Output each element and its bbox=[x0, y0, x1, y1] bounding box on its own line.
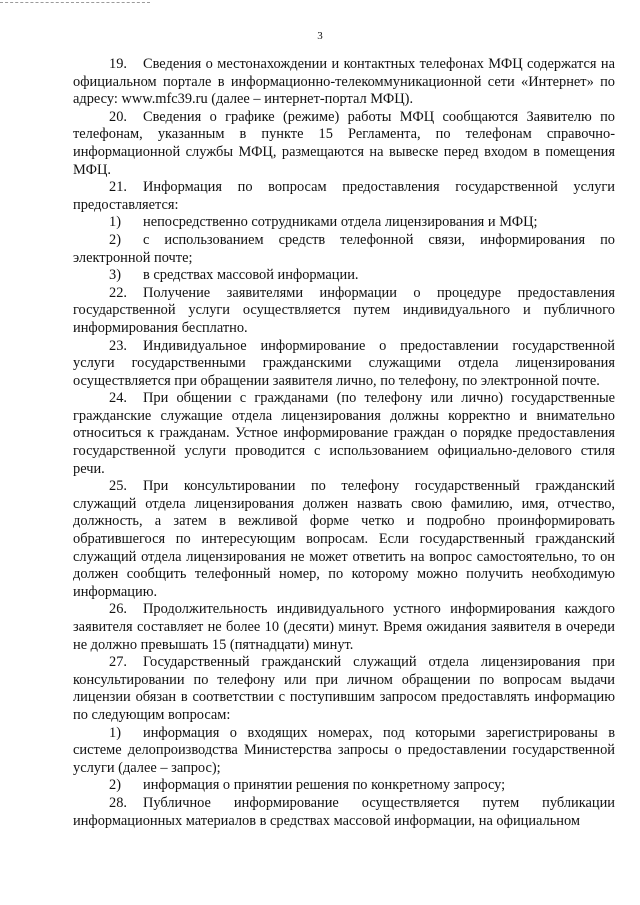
paragraph-number: 24. bbox=[109, 390, 127, 407]
paragraph-21 bbox=[73, 179, 615, 214]
paragraph-number: 25. bbox=[109, 478, 127, 495]
paragraph-text: При общении с гражданами (по телефону или лично) государственные гражданские служащие отдела лицензирования должны корректно и внимательно относиться к гражданам. Устное информирование граждан о порядке предоставления государственной услуги проводится с использованием официально-делового стиля речи. bbox=[73, 390, 615, 477]
paragraph-number: 21. bbox=[109, 179, 127, 196]
paragraph-text: Сведения о местонахождении и контактных телефонах МФЦ содержатся на официальном портале в информационно-телекоммуникационной сети «Интернет» по адресу: www.mfc39.ru (далее – интернет-портал МФЦ). bbox=[73, 56, 615, 108]
paragraph-24 bbox=[73, 390, 615, 478]
list-item-number: 2) bbox=[109, 777, 121, 794]
list-item-text: непосредственно сотрудниками отдела лицензирования и МФЦ; bbox=[143, 214, 538, 231]
paragraph-20 bbox=[73, 109, 615, 179]
paragraph-number: 27. bbox=[109, 654, 127, 671]
paragraph-text: Государственный гражданский служащий отдела лицензирования при консультировании по телефону или при личном обращении по вопросам выдачи лицензии обязан в соответствии с поступившим запросом предоставлять информацию по следующим вопросам: bbox=[73, 654, 615, 723]
paragraph-number: 20. bbox=[109, 108, 127, 125]
list-item-text: в средствах массовой информации. bbox=[143, 267, 359, 284]
list-item-number: 1) bbox=[109, 724, 121, 741]
list-item-number: 1) bbox=[109, 214, 121, 231]
page-number: 3 bbox=[317, 30, 323, 42]
paragraph-text: Сведения о графике (режиме) работы МФЦ сообщаются Заявителю по телефонам, указанным в пункте 15 Регламента, по телефонам справочно-информационной службы МФЦ, размещаются на вывеске перед входом в помещения МФЦ. bbox=[73, 108, 615, 178]
list-item-21-2 bbox=[73, 232, 615, 267]
list-item-27-2 bbox=[73, 777, 615, 795]
list-item-number: 3) bbox=[109, 267, 121, 284]
paragraph-text: Публичное информирование осуществляется путем публикации информационных материалов в средствах массовой информации, на официальном bbox=[73, 794, 615, 829]
paragraph-number: 28. bbox=[109, 794, 127, 811]
list-item-text: информация о принятии решения по конкретному запросу; bbox=[143, 777, 506, 794]
paragraph-number: 23. bbox=[109, 337, 127, 354]
list-item-text: информация о входящих номерах, под которыми зарегистрированы в системе делопроизводства Министерства запросы о предоставлении государственной услуги (далее – запрос); bbox=[73, 724, 615, 776]
list-item-number: 2) bbox=[109, 231, 121, 248]
paragraph-text: Получение заявителями информации о процедуре предоставления государственной услуги осуществляется путем индивидуального и публичного информирования бесплатно. bbox=[73, 284, 615, 336]
paragraph-19 bbox=[73, 56, 615, 109]
paragraph-23 bbox=[73, 338, 615, 391]
list-item-27-1 bbox=[73, 725, 615, 778]
paragraph-number: 19. bbox=[109, 56, 127, 72]
document-body bbox=[73, 56, 615, 830]
scan-edge-mark bbox=[0, 2, 150, 3]
paragraph-28 bbox=[73, 795, 615, 830]
paragraph-text: Индивидуальное информирование о предоставлении государственной услуги государственными гражданскими служащими отдела лицензирования осуществляется при обращении заявителя лично, по телефону, по электронной почте. bbox=[73, 337, 615, 389]
list-item-21-1 bbox=[73, 214, 615, 232]
paragraph-26 bbox=[73, 601, 615, 654]
paragraph-text: Информация по вопросам предоставления государственной услуги предоставляется: bbox=[73, 179, 615, 213]
paragraph-27 bbox=[73, 654, 615, 724]
paragraph-text: При консультировании по телефону государственный гражданский служащий отдела лицензирования должен назвать свою фамилию, имя, отчество, должность, а затем в вежливой форме четко и подробно проинформировать обратившегося по интересующим вопросам. Если государственный гражданский служащий отдела лицензирования не может ответить на вопрос самостоятельно, то он должен сообщить телефонный номер, по которому можно получить необходимую информацию. bbox=[73, 478, 615, 600]
paragraph-22 bbox=[73, 285, 615, 338]
paragraph-number: 26. bbox=[109, 601, 127, 618]
list-item-text: с использованием средств телефонной связи, информирования по электронной почте; bbox=[73, 231, 615, 266]
paragraph-25 bbox=[73, 478, 615, 601]
paragraph-number: 22. bbox=[109, 284, 127, 301]
paragraph-text: Продолжительность индивидуального устного информирования каждого заявителя составляет не более 10 (десяти) минут. Время ожидания заявителя в очереди не должно превышать 15 (пятнадцати) минут. bbox=[73, 601, 615, 653]
list-item-21-3 bbox=[73, 267, 615, 285]
